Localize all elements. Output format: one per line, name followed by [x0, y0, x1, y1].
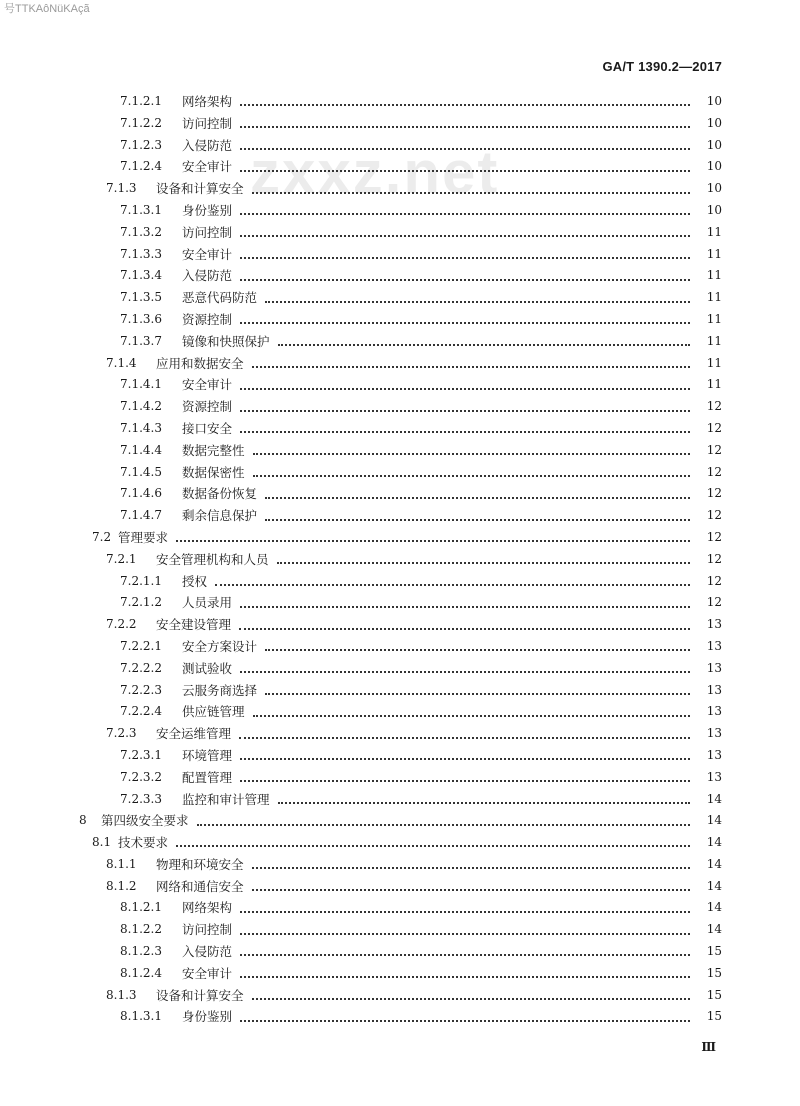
toc-entry-title: 配置管理	[182, 769, 233, 785]
dot-leader	[240, 910, 690, 913]
toc-entry-page: 14	[706, 791, 722, 806]
toc-entry-page: 12	[706, 551, 722, 566]
toc-entry-title: 供应链管理	[182, 704, 245, 720]
toc-entry-number: 7.1.4.5	[120, 464, 162, 479]
toc-entry-number: 8.1.2	[106, 878, 137, 893]
toc-entry-number: 7.1.3.3	[120, 246, 162, 261]
toc-entry-title: 安全管理机构和人员	[156, 551, 269, 567]
toc-entry[interactable]	[0, 462, 800, 484]
toc-entry[interactable]	[0, 854, 800, 876]
toc-entry-title: 监控和审计管理	[182, 791, 270, 807]
dot-leader	[265, 300, 690, 303]
toc-entry-number: 8.1.3.1	[120, 1009, 162, 1024]
dot-leader	[240, 430, 690, 433]
toc-entry-page: 11	[706, 246, 722, 261]
toc-entry-page: 12	[706, 529, 722, 544]
toc-entry-number: 7.1.2.1	[120, 94, 162, 108]
dot-leader	[240, 278, 690, 281]
toc-entry-number: 8	[79, 813, 87, 828]
toc-entry-title: 安全审计	[182, 965, 233, 981]
toc-entry-page: 15	[706, 1009, 722, 1024]
dot-leader	[176, 844, 690, 847]
toc-entry-number: 7.1.3.5	[120, 290, 162, 305]
toc-entry[interactable]	[0, 374, 800, 396]
toc-entry[interactable]	[0, 789, 800, 811]
dot-leader	[277, 561, 690, 564]
toc-entry-title: 入侵防范	[182, 268, 233, 284]
toc-entry-page: 12	[706, 442, 722, 457]
toc-entry-number: 7.1.3	[106, 181, 137, 196]
toc-entry[interactable]	[0, 244, 800, 266]
toc-entry[interactable]	[0, 701, 800, 723]
toc-entry-number: 7.2.2.4	[120, 704, 162, 719]
toc-entry-title: 网络和通信安全	[156, 878, 244, 894]
toc-entry-number: 7.2.1.1	[120, 573, 162, 588]
dot-leader	[252, 997, 690, 1000]
toc-entry-page: 10	[706, 115, 722, 130]
toc-entry[interactable]	[0, 810, 800, 832]
toc-entry-number: 7.2.3.1	[120, 747, 162, 762]
toc-entry-title: 安全审计	[182, 246, 233, 262]
toc-entry-title: 数据保密性	[182, 464, 245, 480]
table-of-contents	[0, 91, 800, 1028]
toc-entry[interactable]	[0, 113, 800, 135]
toc-entry-number: 7.1.4	[106, 355, 137, 370]
dot-leader	[253, 452, 690, 455]
toc-entry-number: 7.2.2.1	[120, 638, 162, 653]
toc-entry-title: 接口安全	[182, 420, 233, 436]
dot-leader	[239, 736, 690, 739]
toc-entry-title: 访问控制	[182, 922, 233, 938]
dot-leader	[240, 321, 690, 324]
toc-entry-page: 12	[706, 420, 722, 435]
toc-entry-title: 入侵防范	[182, 137, 233, 153]
toc-entry-page: 11	[706, 268, 722, 283]
toc-entry[interactable]	[0, 527, 800, 549]
toc-entry[interactable]	[0, 200, 800, 222]
toc-entry-page: 10	[706, 137, 722, 152]
toc-entry-page: 14	[706, 922, 722, 937]
dot-leader	[240, 757, 690, 760]
toc-entry-title: 云服务商选择	[182, 682, 258, 698]
dot-leader	[240, 147, 690, 150]
toc-entry[interactable]	[0, 331, 800, 353]
toc-entry-number: 7.2.2.3	[120, 682, 162, 697]
dot-leader	[215, 583, 690, 586]
toc-entry-number: 7.1.2.3	[120, 137, 162, 152]
toc-entry-page: 10	[706, 94, 722, 108]
toc-entry-page: 12	[706, 464, 722, 479]
dot-leader	[278, 343, 690, 346]
dot-leader	[240, 212, 690, 215]
toc-entry[interactable]	[0, 614, 800, 636]
toc-entry-page: 11	[706, 355, 722, 370]
toc-entry-title: 访问控制	[182, 224, 233, 240]
dot-leader	[197, 823, 690, 826]
toc-entry-number: 8.1	[92, 835, 112, 850]
dot-leader	[240, 932, 690, 935]
toc-entry[interactable]	[0, 135, 800, 157]
toc-entry[interactable]	[0, 963, 800, 985]
toc-entry-page: 12	[706, 595, 722, 610]
toc-entry[interactable]	[0, 897, 800, 919]
toc-entry[interactable]	[0, 505, 800, 527]
toc-entry-title: 数据完整性	[182, 442, 245, 458]
dot-leader	[265, 518, 690, 521]
toc-entry-page: 14	[706, 878, 722, 893]
dot-leader	[240, 387, 690, 390]
toc-entry-number: 7.1.2.4	[120, 159, 162, 174]
toc-entry-number: 7.1.3.6	[120, 311, 162, 326]
toc-entry-page: 11	[706, 377, 722, 392]
toc-entry-number: 7.1.4.6	[120, 486, 162, 501]
toc-entry[interactable]	[0, 287, 800, 309]
toc-entry[interactable]	[0, 723, 800, 745]
toc-entry-number: 7.1.4.1	[120, 377, 162, 392]
toc-entry-page: 13	[706, 726, 722, 741]
toc-entry-number: 7.1.4.3	[120, 420, 162, 435]
scan-header-mark: 号TTKAôNüKAçã	[4, 3, 90, 15]
toc-entry[interactable]	[0, 309, 800, 331]
toc-entry-number: 7.2.2	[106, 617, 137, 632]
toc-entry-page: 10	[706, 202, 722, 217]
toc-entry-title: 安全审计	[182, 377, 233, 393]
toc-entry[interactable]	[0, 767, 800, 789]
toc-entry-page: 14	[706, 856, 722, 871]
dot-leader	[253, 474, 690, 477]
toc-entry-title: 数据备份恢复	[182, 486, 258, 502]
toc-entry[interactable]	[0, 353, 800, 375]
dot-leader	[240, 169, 690, 172]
toc-entry-title: 网络架构	[182, 94, 233, 109]
toc-entry-title: 资源控制	[182, 311, 233, 327]
toc-entry[interactable]	[0, 265, 800, 287]
toc-entry-title: 恶意代码防范	[182, 290, 258, 306]
toc-entry[interactable]	[0, 156, 800, 178]
dot-leader	[240, 234, 690, 237]
toc-entry-page: 15	[706, 944, 722, 959]
document-code: GA/T 1390.2—2017	[602, 59, 722, 74]
toc-entry-page: 13	[706, 617, 722, 632]
watermark: zxxz.net	[250, 139, 500, 206]
toc-entry-number: 7.1.3.4	[120, 268, 162, 283]
page-number: Ⅲ	[701, 1040, 716, 1054]
toc-entry-page: 15	[706, 965, 722, 980]
toc-entry-title: 访问控制	[182, 115, 233, 131]
toc-entry[interactable]	[0, 941, 800, 963]
toc-entry-number: 7.2.3.2	[120, 769, 162, 784]
toc-entry-title: 入侵防范	[182, 944, 233, 960]
toc-entry-title: 身份鉴别	[182, 1009, 233, 1025]
toc-entry-title: 剩余信息保护	[182, 508, 258, 524]
toc-entry-number: 7.1.4.4	[120, 442, 162, 457]
dot-leader	[240, 779, 690, 782]
toc-entry[interactable]	[0, 832, 800, 854]
toc-entry-title: 物理和环境安全	[156, 856, 244, 872]
toc-entry-page: 11	[706, 311, 722, 326]
toc-entry-title: 环境管理	[182, 747, 233, 763]
toc-entry-page: 11	[706, 290, 722, 305]
toc-entry-title: 应用和数据安全	[156, 355, 244, 371]
toc-entry-number: 7.2.3	[106, 726, 137, 741]
dot-leader	[240, 670, 690, 673]
toc-entry-page: 13	[706, 682, 722, 697]
toc-entry-number: 7.2.1	[106, 551, 137, 566]
toc-entry-number: 8.1.2.3	[120, 944, 162, 959]
toc-entry[interactable]	[0, 483, 800, 505]
dot-leader	[240, 953, 690, 956]
toc-entry-number: 8.1.2.2	[120, 922, 162, 937]
toc-entry[interactable]	[0, 178, 800, 200]
dot-leader	[240, 125, 690, 128]
toc-entry[interactable]	[0, 658, 800, 680]
toc-entry-title: 测试验收	[182, 660, 233, 676]
toc-entry[interactable]	[0, 549, 800, 571]
toc-entry-title: 技术要求	[118, 835, 169, 851]
toc-entry-number: 7.1.4.7	[120, 508, 162, 523]
toc-entry[interactable]	[0, 571, 800, 593]
toc-entry-number: 7.1.2.2	[120, 115, 162, 130]
toc-entry-page: 12	[706, 508, 722, 523]
toc-entry-page: 13	[706, 704, 722, 719]
toc-entry[interactable]	[0, 985, 800, 1007]
toc-entry-page: 10	[706, 181, 722, 196]
toc-entry-page: 11	[706, 333, 722, 348]
toc-entry-number: 8.1.2.4	[120, 965, 162, 980]
dot-leader	[265, 692, 690, 695]
toc-entry-page: 10	[706, 159, 722, 174]
toc-entry-title: 设备和计算安全	[156, 987, 244, 1003]
dot-leader	[252, 365, 690, 368]
toc-entry-title: 身份鉴别	[182, 202, 233, 218]
toc-entry[interactable]	[0, 745, 800, 767]
toc-entry-number: 7.2	[92, 529, 112, 544]
dot-leader	[253, 714, 690, 717]
toc-entry-title: 安全审计	[182, 159, 233, 175]
dot-leader	[252, 888, 690, 891]
toc-entry-page: 12	[706, 486, 722, 501]
toc-entry-page: 14	[706, 900, 722, 915]
dot-leader	[240, 975, 690, 978]
dot-leader	[176, 539, 690, 542]
toc-entry[interactable]	[0, 222, 800, 244]
dot-leader	[240, 103, 690, 106]
toc-entry-number: 7.1.3.2	[120, 224, 162, 239]
toc-entry[interactable]	[0, 440, 800, 462]
toc-entry-page: 13	[706, 769, 722, 784]
toc-entry-title: 第四级安全要求	[101, 813, 189, 829]
toc-entry-page: 14	[706, 813, 722, 828]
toc-entry-title: 安全运维管理	[156, 726, 232, 742]
toc-entry-number: 7.1.4.2	[120, 399, 162, 414]
toc-entry-title: 授权	[182, 573, 208, 589]
toc-entry-page: 13	[706, 638, 722, 653]
toc-entry[interactable]	[0, 418, 800, 440]
toc-entry-number: 7.1.3.1	[120, 202, 162, 217]
toc-entry-title: 资源控制	[182, 399, 233, 415]
toc-entry-title: 设备和计算安全	[156, 181, 244, 197]
toc-entry-title: 安全方案设计	[182, 638, 258, 654]
dot-leader	[265, 496, 690, 499]
dot-leader	[240, 1019, 690, 1022]
toc-entry[interactable]	[0, 396, 800, 418]
toc-entry-page: 11	[706, 224, 722, 239]
dot-leader	[252, 866, 690, 869]
toc-entry-page: 12	[706, 399, 722, 414]
dot-leader	[265, 648, 690, 651]
toc-entry-page: 13	[706, 660, 722, 675]
toc-entry-page: 12	[706, 573, 722, 588]
toc-entry[interactable]	[0, 91, 800, 113]
toc-entry-title: 网络架构	[182, 900, 233, 916]
toc-entry-title: 管理要求	[118, 529, 169, 545]
toc-entry-title: 镜像和快照保护	[182, 333, 270, 349]
toc-entry[interactable]	[0, 919, 800, 941]
toc-entry-page: 15	[706, 987, 722, 1002]
toc-entry-title: 人员录用	[182, 595, 233, 611]
toc-entry[interactable]	[0, 592, 800, 614]
toc-entry-title: 安全建设管理	[156, 617, 232, 633]
toc-entry-number: 8.1.1	[106, 856, 137, 871]
toc-entry[interactable]	[0, 636, 800, 658]
dot-leader	[240, 409, 690, 412]
dot-leader	[240, 605, 690, 608]
toc-entry[interactable]	[0, 1006, 800, 1028]
dot-leader	[239, 627, 690, 630]
dot-leader	[240, 256, 690, 259]
toc-entry-number: 7.2.1.2	[120, 595, 162, 610]
toc-entry-number: 8.1.2.1	[120, 900, 162, 915]
dot-leader	[252, 191, 690, 194]
toc-entry-page: 13	[706, 747, 722, 762]
toc-entry[interactable]	[0, 876, 800, 898]
toc-entry[interactable]	[0, 680, 800, 702]
toc-entry-number: 7.2.3.3	[120, 791, 162, 806]
toc-entry-number: 8.1.3	[106, 987, 137, 1002]
dot-leader	[278, 801, 690, 804]
toc-entry-page: 14	[706, 835, 722, 850]
toc-entry-number: 7.1.3.7	[120, 333, 162, 348]
toc-entry-number: 7.2.2.2	[120, 660, 162, 675]
